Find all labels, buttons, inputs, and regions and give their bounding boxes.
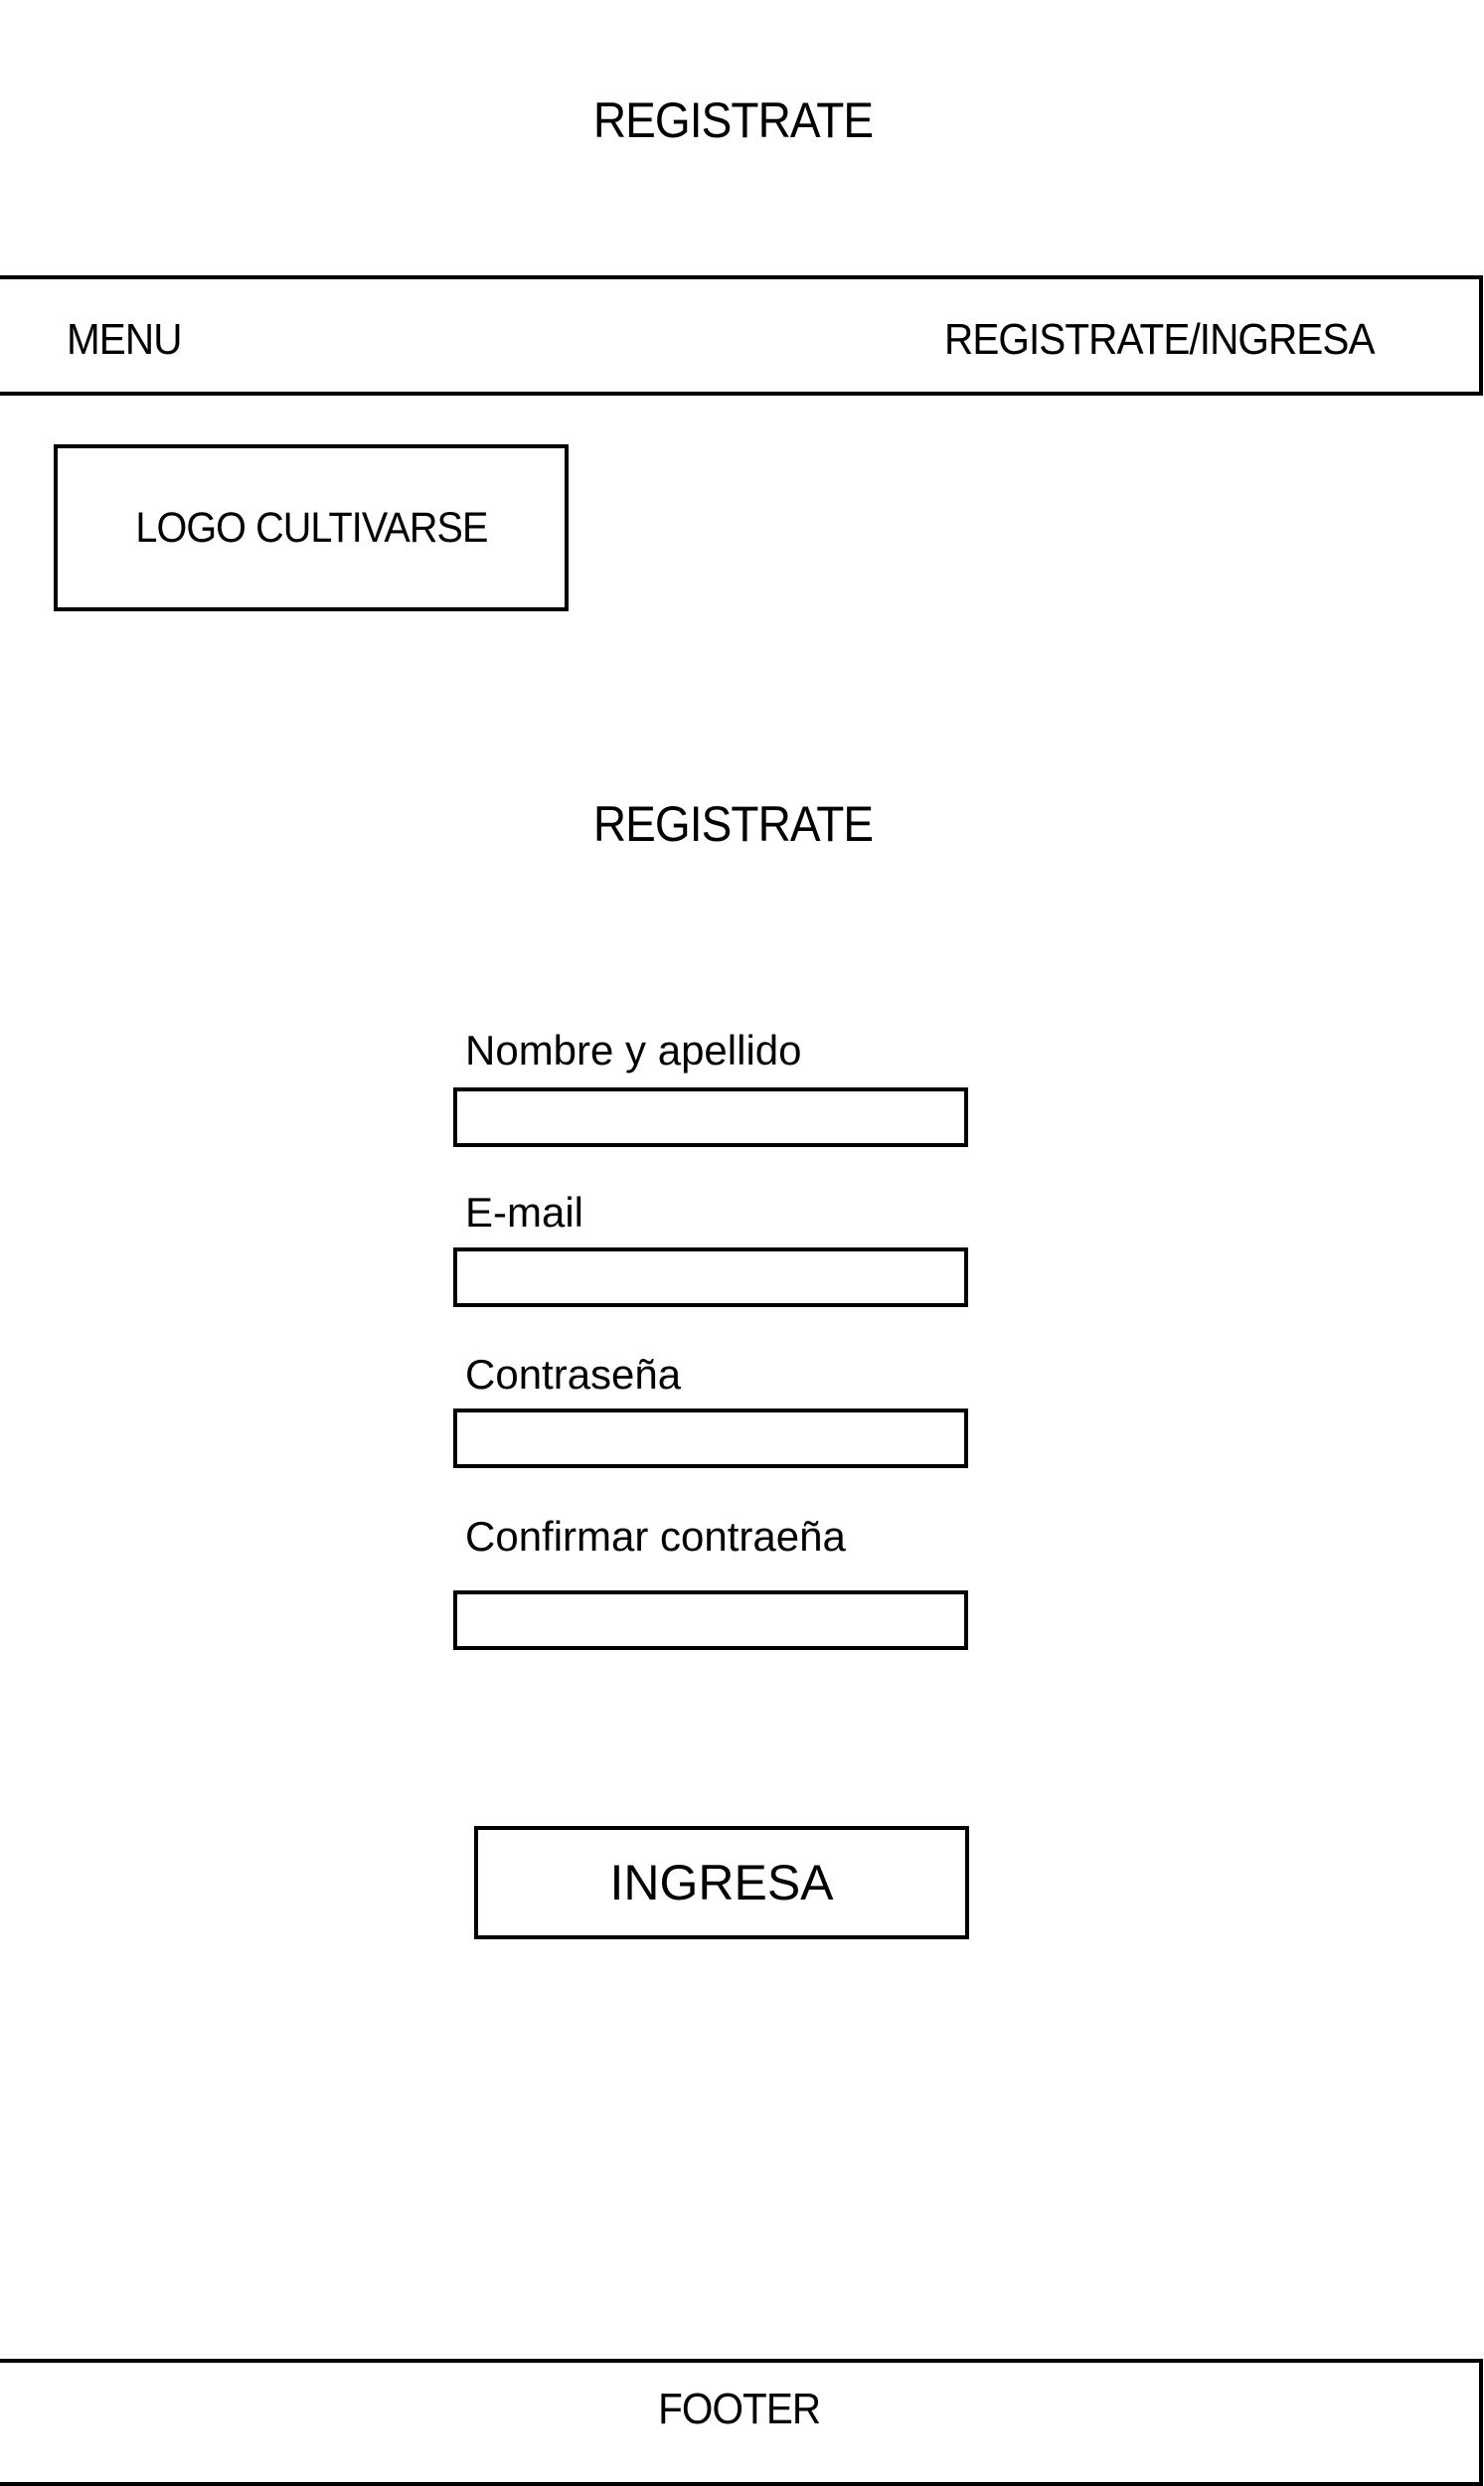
- password-label: Contraseña: [465, 1351, 682, 1398]
- email-input[interactable]: [453, 1247, 968, 1307]
- submit-button-label: INGRESA: [609, 1855, 834, 1910]
- name-label: Nombre y apellido: [465, 1027, 802, 1074]
- name-input[interactable]: [453, 1087, 968, 1147]
- email-label: E-mail: [465, 1189, 584, 1236]
- register-login-link[interactable]: REGISTRATE/INGRESA: [944, 315, 1375, 364]
- footer-label: FOOTER: [658, 2385, 821, 2433]
- submit-button[interactable]: [474, 1826, 969, 1939]
- form-heading: REGISTRATE: [592, 796, 874, 852]
- password-input[interactable]: [453, 1409, 968, 1468]
- logo-placeholder[interactable]: [54, 444, 569, 611]
- logo-label: LOGO CULTIVARSE: [134, 503, 488, 552]
- confirm-password-label: Confirmar contraeña: [465, 1513, 846, 1560]
- page-title: REGISTRATE: [592, 92, 874, 148]
- menu-button[interactable]: MENU: [67, 315, 182, 364]
- confirm-password-input[interactable]: [453, 1590, 968, 1650]
- footer: [0, 2359, 1483, 2486]
